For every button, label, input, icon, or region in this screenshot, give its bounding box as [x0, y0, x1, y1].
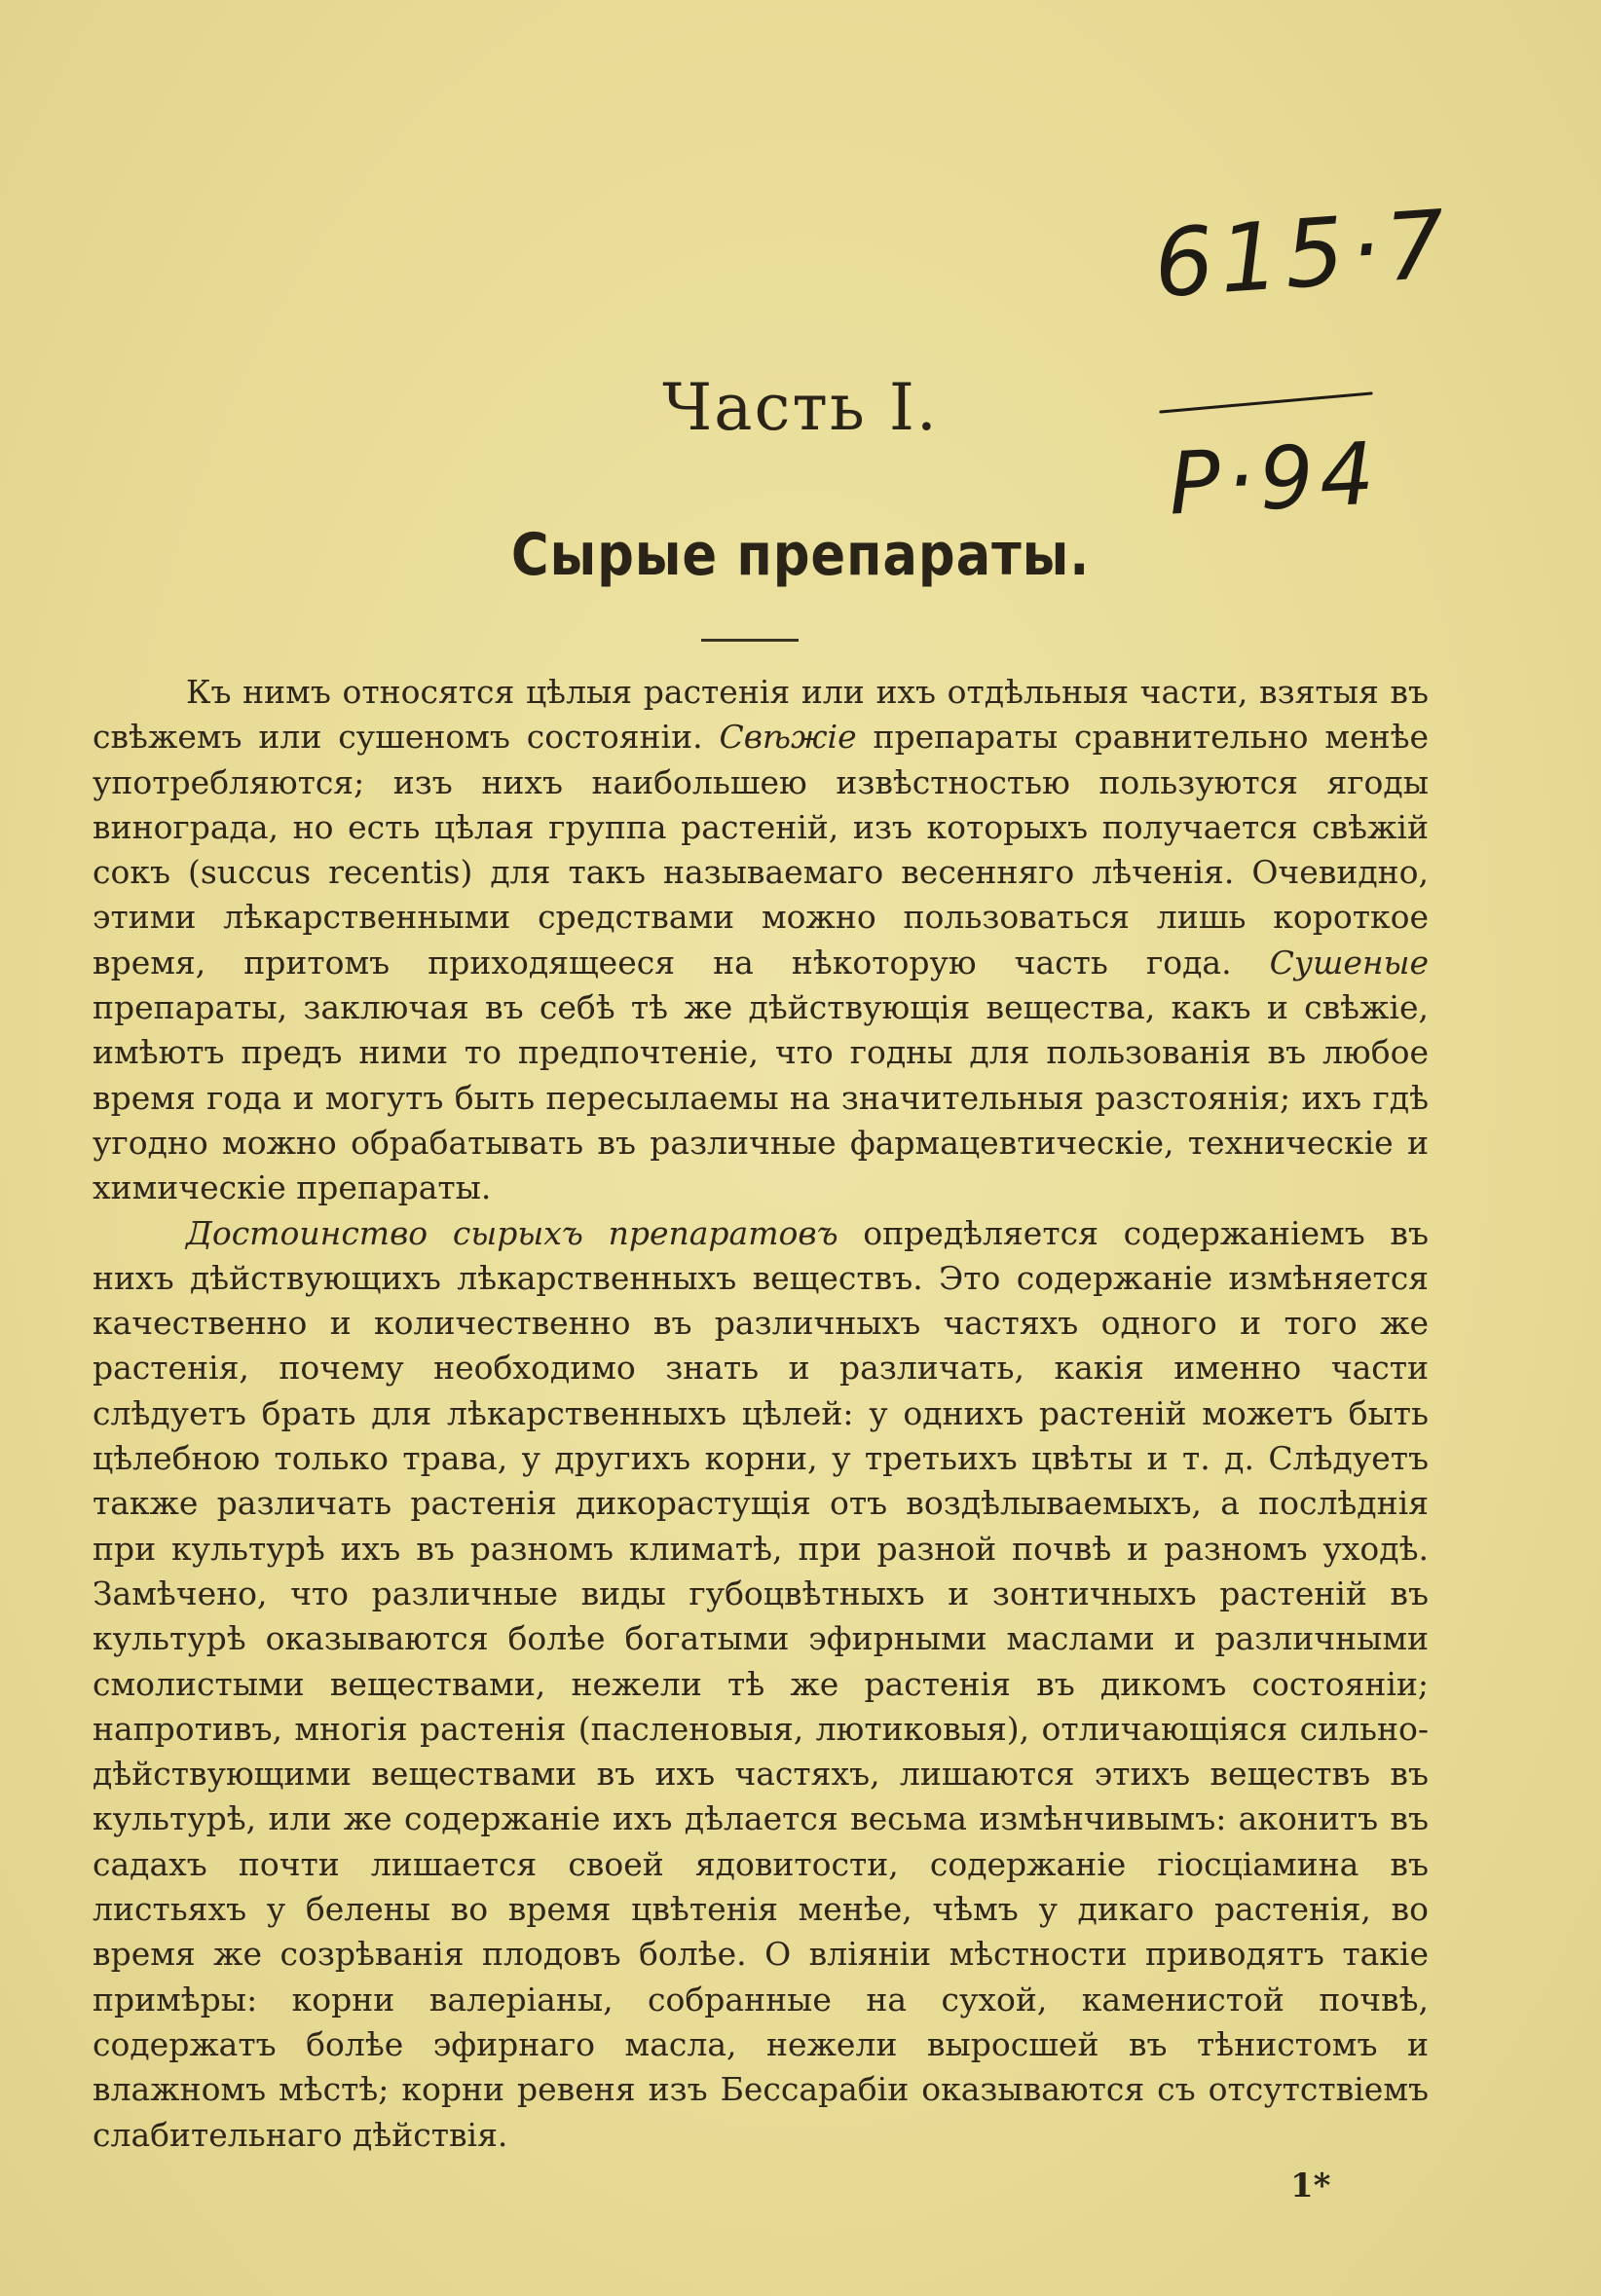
body-text: [93, 670, 1429, 2158]
handwritten-shelf-mark: 615·7: [1150, 189, 1455, 319]
paragraph-1-emphasis-fresh: Свѣжіе: [719, 718, 857, 757]
handwritten-page-mark: P·94: [1166, 423, 1383, 535]
paragraph-1-text-c: препараты, заключая въ себѣ тѣ же дѣйствующія вещества, какъ и свѣжіе, имѣютъ предъ ними то предпочтеніе, что годны для пользованія въ любое время года и могутъ быть пересылаемы на значительныя разстоянія; ихъ гдѣ угодно можно обрабатывать въ различные фармацевтическіе, техническіе и химическіе препараты.: [93, 988, 1429, 1207]
page-number: 1*: [1290, 2166, 1331, 2205]
title-divider: [701, 639, 799, 642]
paragraph-2-emphasis: Достоинство сырыхъ препаратовъ: [186, 1213, 838, 1252]
paragraph-1: [93, 670, 1429, 1211]
paragraph-1-emphasis-dried: Сушеные: [1269, 943, 1429, 981]
paragraph-2-text: опредѣляется содержаніемъ въ нихъ дѣйствующихъ лѣкарственныхъ веществъ. Это содержаніе измѣняется качественно и количественно въ различныхъ частяхъ одного и того же растенія, почему необходимо знать и различать, какія именно части слѣдуетъ брать для лѣкарственныхъ цѣлей: у однихъ растеній можетъ быть цѣлебною только трава, у другихъ корни, у третьихъ цвѣты и т. д. Слѣдуетъ также различать растенія дикорастущія отъ воздѣлываемыхъ, а послѣднія при культурѣ ихъ въ разномъ климатѣ, при разной почвѣ и разномъ уходѣ. Замѣчено, что различные виды губоцвѣтныхъ и зонтичныхъ растеній въ культурѣ оказываются болѣе богатыми эфирными маслами и различными смолистыми веществами, нежели тѣ же растенія въ дикомъ состояніи; напротивъ, многія растенія (пасленовыя, лютиковыя), отличающіяся сильно-дѣйствующими веществами въ ихъ частяхъ, лишаются этихъ веществъ въ культурѣ, или же содержаніе ихъ дѣлается весьма измѣнчивымъ: аконитъ въ садахъ почти лишается своей ядовитости, содержаніе гіосціамина въ листьяхъ у белены во время цвѣтенія менѣе, чѣмъ у дикаго растенія, во время же созрѣванія плодовъ болѣе. О вліяніи мѣстности приводятъ такіе примѣры: корни валеріаны, собранные на сухой, каменистой почвѣ, содержатъ болѣе эфирнаго масла, нежели выросшей въ тѣнистомъ и влажномъ мѣстѣ; корни ревеня изъ Бессарабіи оказываются съ отсутствіемъ слабительнаго дѣйствія.: [93, 1213, 1429, 2154]
paragraph-1-text-a: Къ нимъ относятся цѣлыя растенія или ихъ отдѣльныя части, взятыя въ свѣжемъ или сушеномъ состояніи.: [93, 673, 1429, 757]
part-title: Часть I.: [662, 370, 939, 445]
section-title: Сырые препараты.: [510, 521, 1091, 589]
paragraph-2: [93, 1211, 1429, 2158]
paragraph-1-text-b: препараты сравнительно менѣе употребляются; изъ нихъ наибольшею извѣстностью пользуются ягоды винограда, но есть цѣлая группа растеній, изъ которыхъ получается свѣжій сокъ (succus recentis) для такъ называемаго весенняго лѣченія. Очевидно, этими лѣкарственными средствами можно пользоваться лишь короткое время, притомъ приходящееся на нѣкоторую часть года.: [93, 718, 1429, 981]
